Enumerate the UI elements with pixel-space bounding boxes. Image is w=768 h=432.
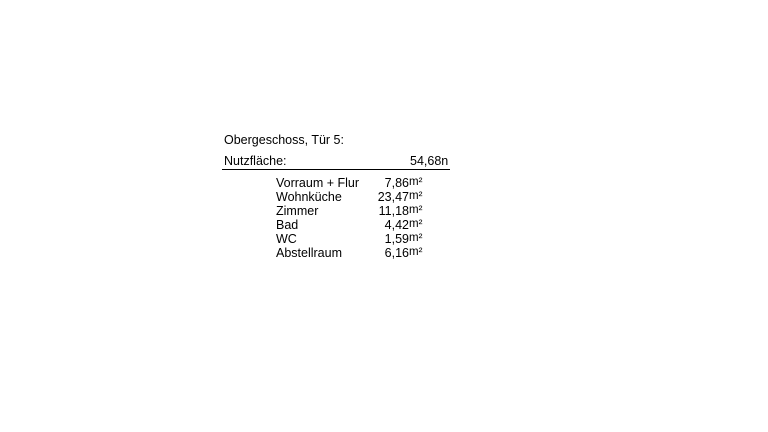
room-name: Wohnküche	[276, 190, 342, 204]
room-name: WC	[276, 232, 297, 246]
room-area-unit: m²	[409, 232, 423, 244]
room-area-unit: m²	[409, 190, 423, 202]
room-row	[276, 246, 426, 260]
room-list	[276, 176, 426, 260]
room-area-unit: m²	[409, 204, 423, 216]
room-row	[276, 190, 426, 204]
room-area: 6,16	[384, 246, 409, 260]
room-name: Zimmer	[276, 204, 319, 218]
room-area-unit: m²	[409, 218, 423, 230]
usable-area-label: Nutzfläche:	[224, 154, 287, 168]
room-area-unit: m²	[409, 246, 423, 258]
room-area-unit: m²	[409, 176, 423, 188]
room-row	[276, 176, 426, 190]
room-row	[276, 218, 426, 232]
room-row	[276, 232, 426, 246]
room-area: 23,47	[377, 190, 409, 204]
usable-area-value: 54,68n	[410, 154, 449, 168]
room-name: Abstellraum	[276, 246, 342, 260]
room-area: 7,86	[384, 176, 409, 190]
floor-heading: Obergeschoss, Tür 5:	[224, 133, 344, 147]
room-area: 11,18	[378, 204, 409, 218]
room-name: Vorraum + Flur	[276, 176, 360, 190]
usable-area-total-row	[222, 154, 450, 170]
room-name: Bad	[276, 218, 299, 232]
room-area: 4,42	[384, 218, 409, 232]
room-area: 1,59	[384, 232, 409, 246]
room-row	[276, 204, 426, 218]
